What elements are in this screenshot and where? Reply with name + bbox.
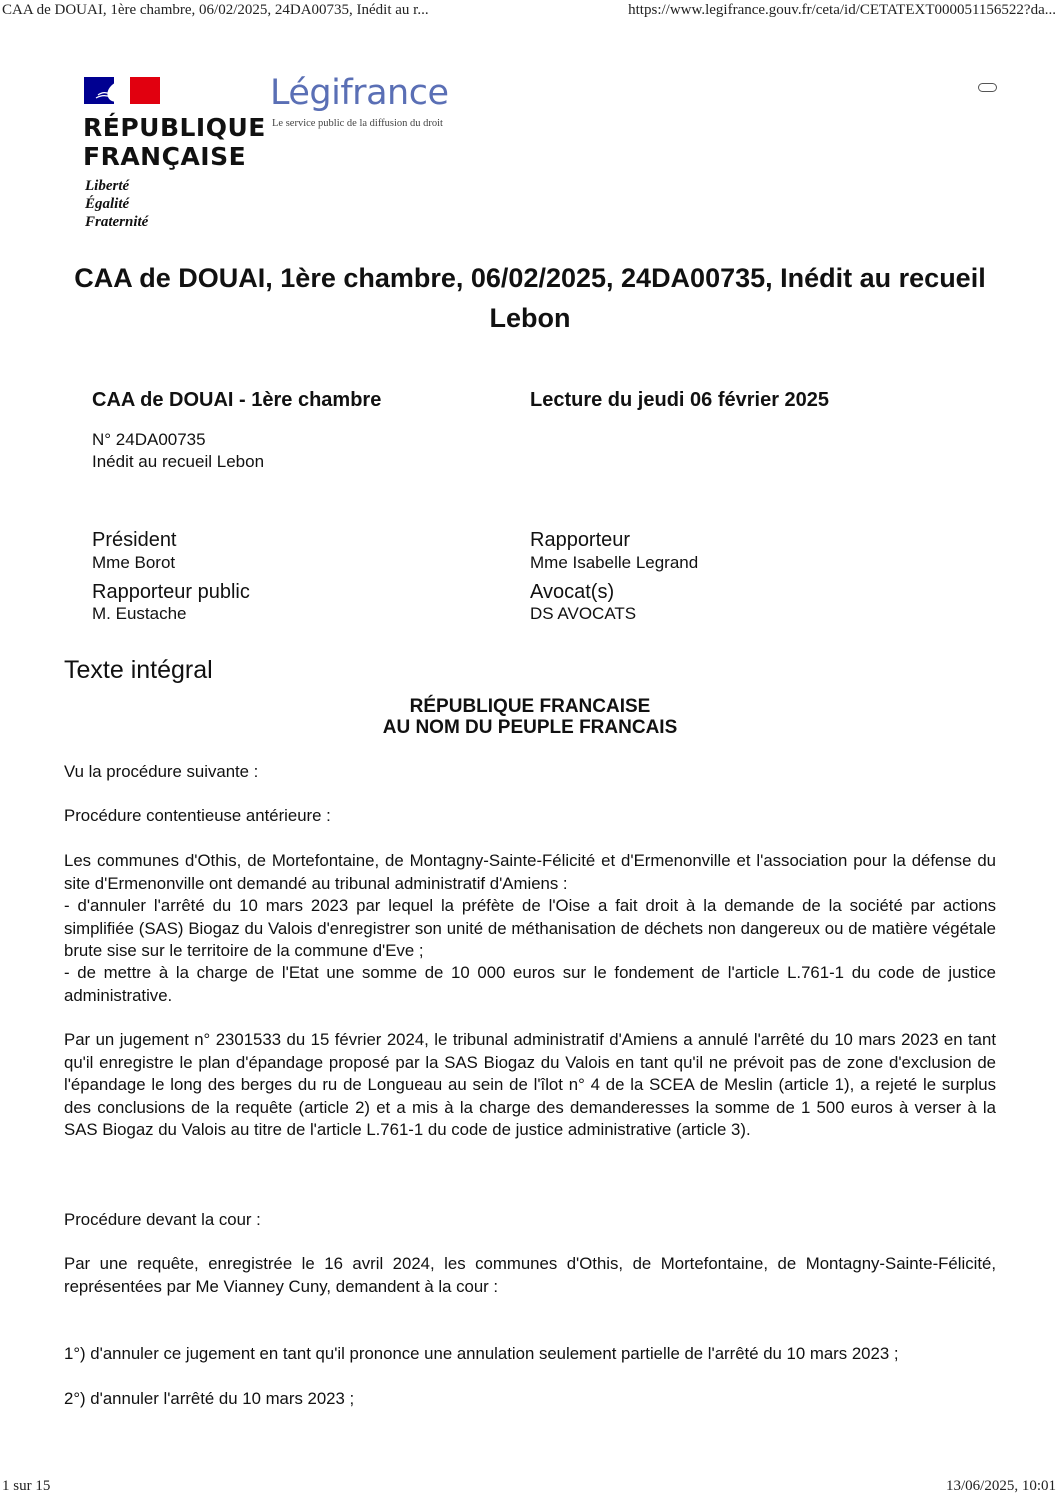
republic-line-1: RÉPUBLIQUE — [83, 113, 266, 142]
republique-francaise-wordmark — [83, 113, 266, 171]
print-footer — [0, 1478, 1058, 1498]
republic-line-2: FRANÇAISE — [83, 142, 247, 171]
page-counter: 1 sur 15 — [2, 1478, 51, 1494]
paragraph: 1°) d'annuler ce jugement en tant qu'il prononce une annulation seulement partielle de l'arrêté du 10 mars 2023 ; — [64, 1344, 899, 1363]
motto-egalite: Égalité — [85, 196, 130, 212]
legifrance-logo[interactable]: Légifrance — [270, 73, 449, 113]
public-rapporteur-label: Rapporteur public — [92, 581, 250, 603]
menu-toggle-icon[interactable] — [978, 83, 997, 92]
heading-line-1: RÉPUBLIQUE FRANCAISE — [409, 696, 651, 717]
rapporteur-label: Rapporteur — [530, 529, 631, 551]
page-title: CAA de DOUAI, 1ère chambre, 06/02/2025, 24DA00735, Inédit au recueil Lebon — [74, 263, 986, 333]
print-datetime: 13/06/2025, 10:01 — [945, 1478, 1056, 1494]
motto-liberte: Liberté — [85, 178, 130, 194]
paragraph: - d'annuler l'arrêté du 10 mars 2023 par lequel la préfète de l'Oise a fait droit à la demande de la société par actions simplifiée (SAS) Biogaz du Valois d'enregistrer son unité de méthanisation de déchets non dangereux ou de matière végétale brute sise sur le territoire de la commune d'Eve ; — [64, 896, 996, 960]
print-header — [0, 2, 1058, 22]
paragraph: Vu la procédure suivante : — [64, 762, 259, 781]
president-value: Mme Borot — [92, 553, 176, 572]
heading-line-2: AU NOM DU PEUPLE FRANCAIS — [382, 717, 678, 738]
full-text-title: Texte intégral — [64, 656, 213, 684]
president-label: Président — [92, 529, 177, 551]
publication-status: Inédit au recueil Lebon — [92, 452, 265, 471]
decision-heading — [60, 696, 1000, 738]
case-number: N° 24DA00735 — [92, 430, 206, 449]
print-header-title: CAA de DOUAI, 1ère chambre, 06/02/2025, 24DA00735, Inédit au r... — [2, 2, 429, 18]
motto-fraternite: Fraternité — [85, 214, 149, 230]
lawyers-value: DS AVOCATS — [530, 604, 637, 623]
paragraph: Procédure contentieuse antérieure : — [64, 806, 331, 825]
paragraph: Procédure devant la cour : — [64, 1210, 261, 1229]
paragraph: - de mettre à la charge de l'Etat une somme de 10 000 euros sur le fondement de l'article L.761-1 du code de justice administrative. — [64, 963, 996, 1005]
paragraph: 2°) d'annuler l'arrêté du 10 mars 2023 ; — [64, 1389, 355, 1408]
print-header-url: https://www.legifrance.gouv.fr/ceta/id/CETATEXT000051156522?da... — [628, 2, 1056, 18]
paragraph: Par un jugement n° 2301533 du 15 février 2024, le tribunal administratif d'Amiens a annulé l'arrêté du 10 mars 2023 en tant qu'il enregistre le plan d'épandage proposé par la SAS Biogaz du Valois en tant qu'il ne prévoit pas de zone d'exclusion de l'épandage le long des berges du ru de Longueau au sein de l'îlot n° 4 de la SCEA de Meslin (article 1), a rejeté le surplus des conclusions de la requête (article 2) et a mis à la charge des demanderesses la somme de 1 500 euros à verser à la SAS Biogaz du Valois au titre de l'article L.761-1 du code de justice administrative (article 3). — [64, 1030, 996, 1139]
paragraph: Les communes d'Othis, de Mortefontaine, de Montagny-Sainte-Félicité et d'Ermenonville et l'association pour la défense du site d'Ermenonville ont demandé au tribunal administratif d'Amiens : — [64, 851, 996, 893]
rapporteur-value: Mme Isabelle Legrand — [530, 553, 699, 572]
paragraph: Par une requête, enregistrée le 16 avril 2024, les communes d'Othis, de Mortefontaine, de Montagny-Sainte-Félicité, représentées par Me Vianney Cuny, demandent à la cour : — [64, 1254, 996, 1296]
reading-date: Lecture du jeudi 06 février 2025 — [530, 389, 830, 411]
republic-motto — [85, 177, 148, 231]
lawyers-label: Avocat(s) — [530, 581, 615, 603]
public-rapporteur-value: M. Eustache — [92, 604, 187, 623]
marianne-flag-icon — [84, 77, 160, 104]
legifrance-tagline: Le service public de la diffusion du droit — [272, 118, 443, 129]
court-name: CAA de DOUAI - 1ère chambre — [92, 389, 382, 411]
